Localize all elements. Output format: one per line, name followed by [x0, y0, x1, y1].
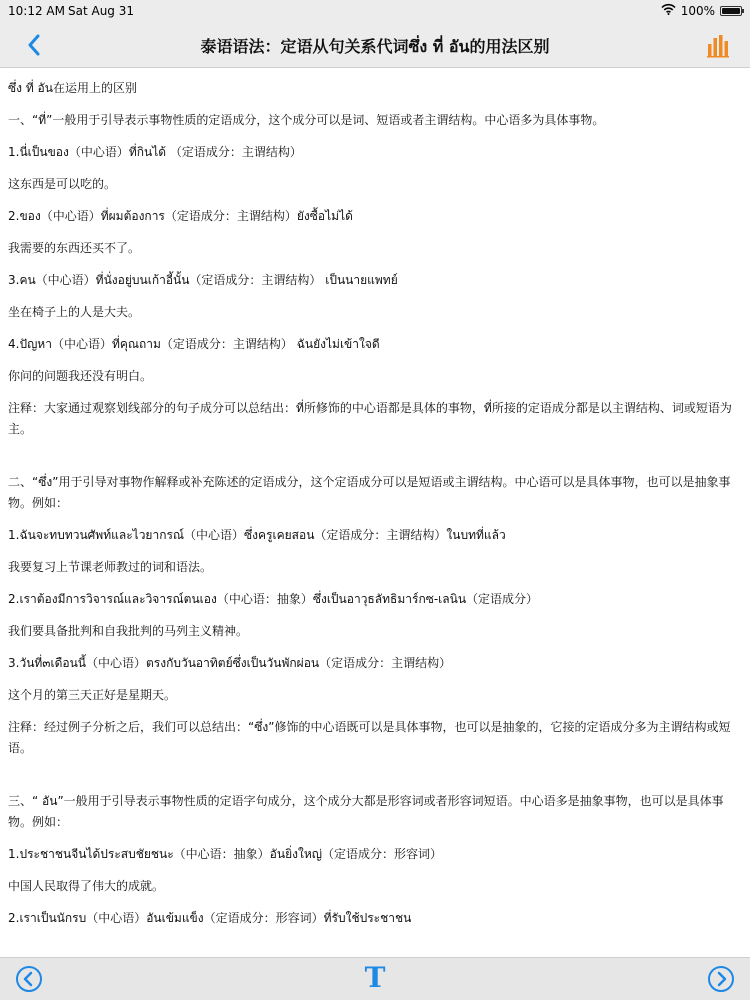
paragraph: 1.ประชาชนจีนได้ประสบชัยชนะ（中心语：抽象）อันยิ่งใหญ่（定语成分：形容词）: [8, 847, 442, 861]
paragraph: 注释：大家通过观察划线部分的句子成分可以总结出：ที่所修饰的中心语都是具体的事物，ที่所接的定语成分都是以主谓结构、词或短语为主。: [8, 401, 732, 436]
paragraph: 我需要的东西还买不了。: [8, 241, 141, 255]
circle-chevron-right-icon[interactable]: [707, 965, 735, 993]
paragraph: 2.เราเป็นนักรบ（中心语）อันเข้มแข็ง（定语成分：形容词）ที่รับใช้ประชาชน: [8, 911, 412, 925]
battery-percent: 100%: [680, 3, 715, 18]
status-time: 10:12 AM: [8, 4, 65, 18]
chevron-left-icon[interactable]: [22, 31, 48, 59]
paragraph: 这东西是可以吃的。: [8, 177, 117, 191]
paragraph: 我要复习上节课老师教过的词和语法。: [8, 560, 213, 574]
paragraph: 3.วันที่๓เดือนนี้（中心语）ตรงกับวันอาทิตย์ซึ่งเป็นวันพักผ่อน（定语成分：主谓结构）: [8, 656, 452, 670]
paragraph: 1.นี่เป็นของ（中心语）ที่กินได้ （定语成分：主谓结构）: [8, 145, 302, 159]
wifi-icon: [661, 3, 676, 18]
font-size-button[interactable]: T: [364, 961, 386, 994]
paragraph: 你问的问题我还没有明白。: [8, 369, 153, 383]
paragraph-gap: [8, 770, 740, 791]
paragraph: 2.เราต้องมีการวิจารณ์และวิจารณ์ตนเอง（中心语：抽象）ซึ่งเป็นอาวุธลัทธิมาร์กซ-เลนิน（定语成分）: [8, 592, 539, 606]
paragraph: 注释：经过例子分析之后，我们可以总结出：“ซึ่ง”修饰的中心语既可以是具体事物，也可以是抽象的，它接的定语成分多为主谓结构或短语。: [8, 720, 731, 755]
circle-chevron-left-icon[interactable]: [15, 965, 43, 993]
paragraph: 4.ปัญหา（中心语）ที่คุณถาม（定语成分：主谓结构） ฉันยังไม่เข้าใจดี: [8, 337, 380, 351]
paragraph: ซึ่ง ที่ อัน在运用上的区别: [8, 81, 137, 95]
battery-fill: [722, 8, 740, 14]
article-content: [0, 69, 750, 957]
paragraph: 一、“ที่”一般用于引导表示事物性质的定语成分，这个成分可以是词、短语或者主谓结构。中心语多为具体事物。: [8, 113, 605, 127]
nav-bar: [0, 22, 750, 68]
bottom-toolbar: [0, 957, 750, 1000]
status-date: Sat Aug 31: [68, 4, 135, 18]
paragraph: 二、“ซึ่ง”用于引导对事物作解释或补充陈述的定语成分，这个定语成分可以是短语或主谓结构。中心语可以是具体事物，也可以是抽象事物。例如：: [8, 475, 731, 510]
paragraph: 这个月的第三天正好是星期天。: [8, 688, 177, 702]
status-right: [661, 3, 742, 18]
paragraph-gap: [8, 451, 740, 472]
paragraph: 2.ของ（中心语）ที่ผมต้องการ（定语成分：主谓结构）ยังซื้อไม่ได้: [8, 209, 353, 223]
paragraph: 三、“ อัน”一般用于引导表示事物性质的定语字句成分，这个成分大都是形容词或者形容词短语。中心语多是抽象事物，也可以是具体事物。例如：: [8, 794, 724, 829]
paragraph: 我们要具备批判和自我批判的马列主义精神。: [8, 624, 249, 638]
status-bar: [0, 0, 750, 22]
paragraph: 中国人民取得了伟大的成就。: [8, 879, 165, 893]
bar-chart-icon[interactable]: [706, 32, 732, 58]
paragraph: 1.ฉันจะทบทวนศัพท์และไวยากรณ์（中心语）ซึ่งครูเคยสอน（定语成分：主谓结构）ในบทที่แล้ว: [8, 528, 506, 542]
battery-icon: [720, 6, 742, 16]
paragraph: 3.คน（中心语）ที่นั่งอยู่บนเก้าอี้นั้น（定语成分：主谓结构） เป็นนายแพทย์: [8, 273, 398, 287]
paragraph: 坐在椅子上的人是大夫。: [8, 305, 141, 319]
page-title: 泰语语法：定语从句关系代词ซึ่ง ที่ อัน的用法区别: [200, 37, 550, 56]
